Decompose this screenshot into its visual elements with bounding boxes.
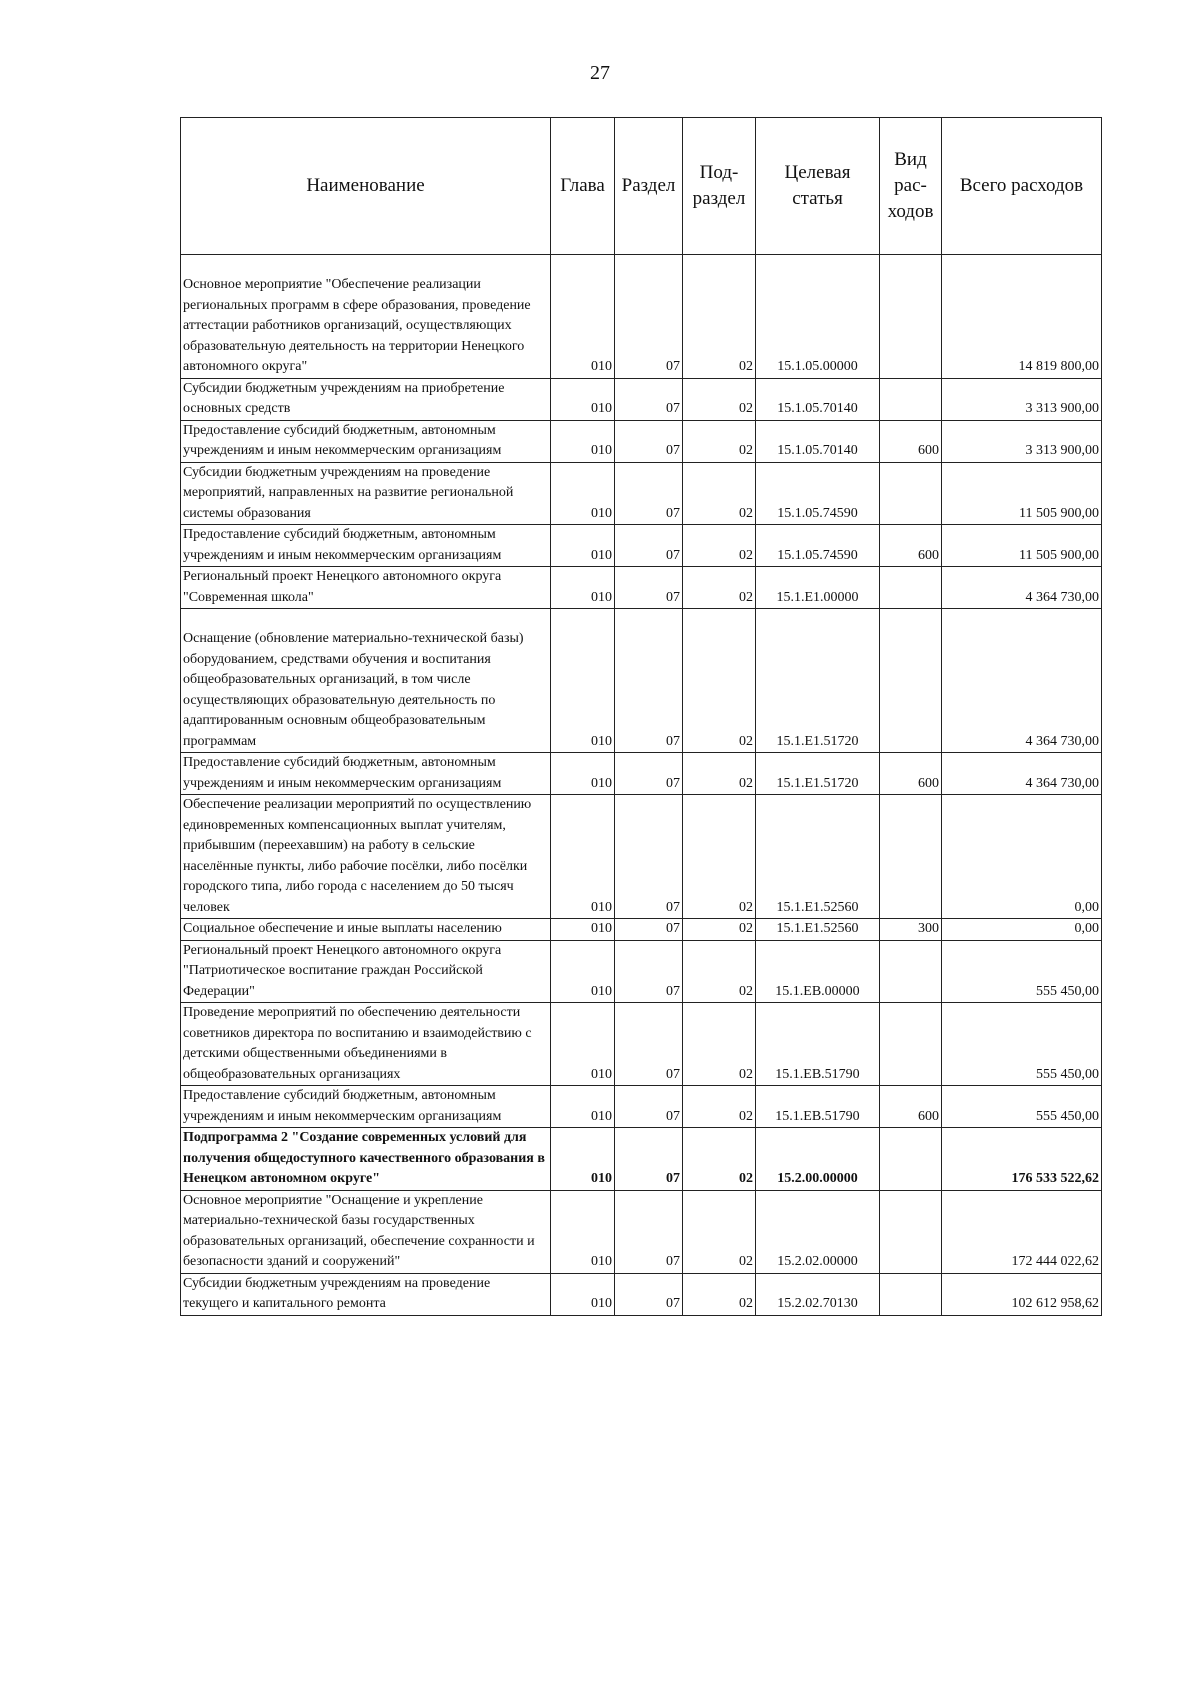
row-razdel: 07 — [615, 919, 683, 941]
row-razdel: 07 — [615, 1128, 683, 1191]
row-vid — [880, 462, 942, 525]
row-glava: 010 — [551, 1086, 615, 1128]
row-razdel: 07 — [615, 795, 683, 919]
row-glava: 010 — [551, 919, 615, 941]
row-name: Предоставление субсидий бюджетным, автономным учреждениям и иным некоммерческим организациям — [181, 753, 551, 795]
row-name: Региональный проект Ненецкого автономного округа "Патриотическое воспитание граждан Российской Федерации" — [181, 940, 551, 1003]
row-total: 4 364 730,00 — [942, 567, 1102, 609]
row-total: 555 450,00 — [942, 1003, 1102, 1086]
row-razdel: 07 — [615, 1003, 683, 1086]
row-total: 176 533 522,62 — [942, 1128, 1102, 1191]
row-razdel: 07 — [615, 1190, 683, 1273]
table-row — [181, 420, 1102, 462]
table-row — [181, 462, 1102, 525]
row-celevaya: 15.2.02.00000 — [756, 1190, 880, 1273]
row-glava: 010 — [551, 1003, 615, 1086]
table-row — [181, 1273, 1102, 1315]
row-name: Субсидии бюджетным учреждениям на проведение текущего и капитального ремонта — [181, 1273, 551, 1315]
row-podrazdel: 02 — [683, 940, 756, 1003]
row-total: 4 364 730,00 — [942, 753, 1102, 795]
row-total: 3 313 900,00 — [942, 420, 1102, 462]
row-podrazdel: 02 — [683, 378, 756, 420]
row-podrazdel: 02 — [683, 255, 756, 379]
row-podrazdel: 02 — [683, 1086, 756, 1128]
table-row — [181, 1190, 1102, 1273]
row-podrazdel: 02 — [683, 919, 756, 941]
row-name: Предоставление субсидий бюджетным, автономным учреждениям и иным некоммерческим организациям — [181, 525, 551, 567]
header-name: Наименование — [181, 118, 551, 255]
row-podrazdel: 02 — [683, 420, 756, 462]
row-total: 172 444 022,62 — [942, 1190, 1102, 1273]
row-name: Подпрограмма 2 "Создание современных условий для получения общедоступного качественного образования в Ненецком автономном округе" — [181, 1128, 551, 1191]
row-glava: 010 — [551, 940, 615, 1003]
table-row — [181, 795, 1102, 919]
row-celevaya: 15.1.05.70140 — [756, 420, 880, 462]
row-razdel: 07 — [615, 1273, 683, 1315]
row-celevaya: 15.2.00.00000 — [756, 1128, 880, 1191]
row-glava: 010 — [551, 378, 615, 420]
row-vid — [880, 378, 942, 420]
row-total: 14 819 800,00 — [942, 255, 1102, 379]
row-vid — [880, 1003, 942, 1086]
table-row — [181, 609, 1102, 753]
header-total: Всего расходов — [942, 118, 1102, 255]
row-celevaya: 15.1.E1.51720 — [756, 753, 880, 795]
row-razdel: 07 — [615, 462, 683, 525]
row-name: Проведение мероприятий по обеспечению деятельности советников директора по воспитанию и взаимодействию с детскими общественными объединениями в общеобразовательных организациях — [181, 1003, 551, 1086]
row-name: Социальное обеспечение и иные выплаты населению — [181, 919, 551, 941]
row-glava: 010 — [551, 1273, 615, 1315]
row-celevaya: 15.1.E1.52560 — [756, 919, 880, 941]
row-glava: 010 — [551, 795, 615, 919]
table-row — [181, 255, 1102, 379]
row-celevaya: 15.1.EB.51790 — [756, 1003, 880, 1086]
row-razdel: 07 — [615, 420, 683, 462]
row-vid — [880, 567, 942, 609]
row-celevaya: 15.1.E1.51720 — [756, 609, 880, 753]
table-row — [181, 940, 1102, 1003]
row-podrazdel: 02 — [683, 1003, 756, 1086]
header-glava: Глава — [551, 118, 615, 255]
row-vid — [880, 940, 942, 1003]
row-name: Субсидии бюджетным учреждениям на приобретение основных средств — [181, 378, 551, 420]
row-razdel: 07 — [615, 609, 683, 753]
row-razdel: 07 — [615, 255, 683, 379]
row-podrazdel: 02 — [683, 1190, 756, 1273]
row-total: 0,00 — [942, 919, 1102, 941]
header-vid: Вид рас-ходов — [880, 118, 942, 255]
row-total: 11 505 900,00 — [942, 525, 1102, 567]
row-vid: 600 — [880, 753, 942, 795]
page-number: 27 — [590, 62, 610, 84]
table-row — [181, 1128, 1102, 1191]
row-celevaya: 15.1.E1.00000 — [756, 567, 880, 609]
row-name: Основное мероприятие "Оснащение и укрепление материально-технической базы государственных образовательных организаций, обеспечение сохранности и безопасности зданий и сооружений" — [181, 1190, 551, 1273]
row-total: 102 612 958,62 — [942, 1273, 1102, 1315]
row-celevaya: 15.2.02.70130 — [756, 1273, 880, 1315]
table-row — [181, 919, 1102, 941]
row-name: Основное мероприятие "Обеспечение реализации региональных программ в сфере образования, проведение аттестации работников организаций, осуществляющих образовательную деятельность на территории Ненецкого автономного округа" — [181, 255, 551, 379]
row-vid — [880, 609, 942, 753]
row-vid — [880, 1273, 942, 1315]
row-razdel: 07 — [615, 567, 683, 609]
row-celevaya: 15.1.05.74590 — [756, 462, 880, 525]
table-row — [181, 525, 1102, 567]
row-name: Субсидии бюджетным учреждениям на проведение мероприятий, направленных на развитие региональной системы образования — [181, 462, 551, 525]
row-razdel: 07 — [615, 940, 683, 1003]
table-row — [181, 1003, 1102, 1086]
row-glava: 010 — [551, 420, 615, 462]
row-razdel: 07 — [615, 1086, 683, 1128]
row-podrazdel: 02 — [683, 609, 756, 753]
row-glava: 010 — [551, 1128, 615, 1191]
row-name: Предоставление субсидий бюджетным, автономным учреждениям и иным некоммерческим организациям — [181, 1086, 551, 1128]
row-podrazdel: 02 — [683, 462, 756, 525]
header-celevaya: Целевая статья — [756, 118, 880, 255]
row-glava: 010 — [551, 753, 615, 795]
row-glava: 010 — [551, 525, 615, 567]
row-podrazdel: 02 — [683, 567, 756, 609]
row-vid — [880, 1190, 942, 1273]
table-row — [181, 1086, 1102, 1128]
row-razdel: 07 — [615, 753, 683, 795]
row-total: 555 450,00 — [942, 1086, 1102, 1128]
row-name: Предоставление субсидий бюджетным, автономным учреждениям и иным некоммерческим организациям — [181, 420, 551, 462]
row-podrazdel: 02 — [683, 1128, 756, 1191]
row-razdel: 07 — [615, 378, 683, 420]
row-glava: 010 — [551, 462, 615, 525]
row-vid — [880, 255, 942, 379]
row-total: 555 450,00 — [942, 940, 1102, 1003]
row-podrazdel: 02 — [683, 1273, 756, 1315]
row-celevaya: 15.1.EB.00000 — [756, 940, 880, 1003]
row-name: Обеспечение реализации мероприятий по осуществлению единовременных компенсационных выплат учителям, прибывшим (переехавшим) на работу в сельские населённые пункты, либо рабочие посёлки, либо посёлки городского типа, либо города с населением до 50 тысяч человек — [181, 795, 551, 919]
row-total: 11 505 900,00 — [942, 462, 1102, 525]
header-podrazdel: Под-раздел — [683, 118, 756, 255]
row-vid: 300 — [880, 919, 942, 941]
row-podrazdel: 02 — [683, 795, 756, 919]
row-vid: 600 — [880, 525, 942, 567]
row-glava: 010 — [551, 1190, 615, 1273]
row-total: 0,00 — [942, 795, 1102, 919]
row-total: 4 364 730,00 — [942, 609, 1102, 753]
budget-table — [180, 117, 1102, 1316]
row-podrazdel: 02 — [683, 525, 756, 567]
table-row — [181, 753, 1102, 795]
row-name: Региональный проект Ненецкого автономного округа "Современная школа" — [181, 567, 551, 609]
row-celevaya: 15.1.05.70140 — [756, 378, 880, 420]
row-glava: 010 — [551, 255, 615, 379]
header-razdel: Раздел — [615, 118, 683, 255]
row-podrazdel: 02 — [683, 753, 756, 795]
row-vid: 600 — [880, 1086, 942, 1128]
row-vid — [880, 1128, 942, 1191]
row-razdel: 07 — [615, 525, 683, 567]
row-name: Оснащение (обновление материально-технической базы) оборудованием, средствами обучения и воспитания общеобразовательных организаций, в том числе осуществляющих образовательную деятельность по адаптированным основным общеобразовательным программам — [181, 609, 551, 753]
table-row — [181, 567, 1102, 609]
table-row — [181, 378, 1102, 420]
row-glava: 010 — [551, 567, 615, 609]
row-celevaya: 15.1.E1.52560 — [756, 795, 880, 919]
row-total: 3 313 900,00 — [942, 378, 1102, 420]
row-vid: 600 — [880, 420, 942, 462]
header-row — [181, 118, 1102, 255]
row-glava: 010 — [551, 609, 615, 753]
row-celevaya: 15.1.EB.51790 — [756, 1086, 880, 1128]
row-vid — [880, 795, 942, 919]
row-celevaya: 15.1.05.74590 — [756, 525, 880, 567]
row-celevaya: 15.1.05.00000 — [756, 255, 880, 379]
